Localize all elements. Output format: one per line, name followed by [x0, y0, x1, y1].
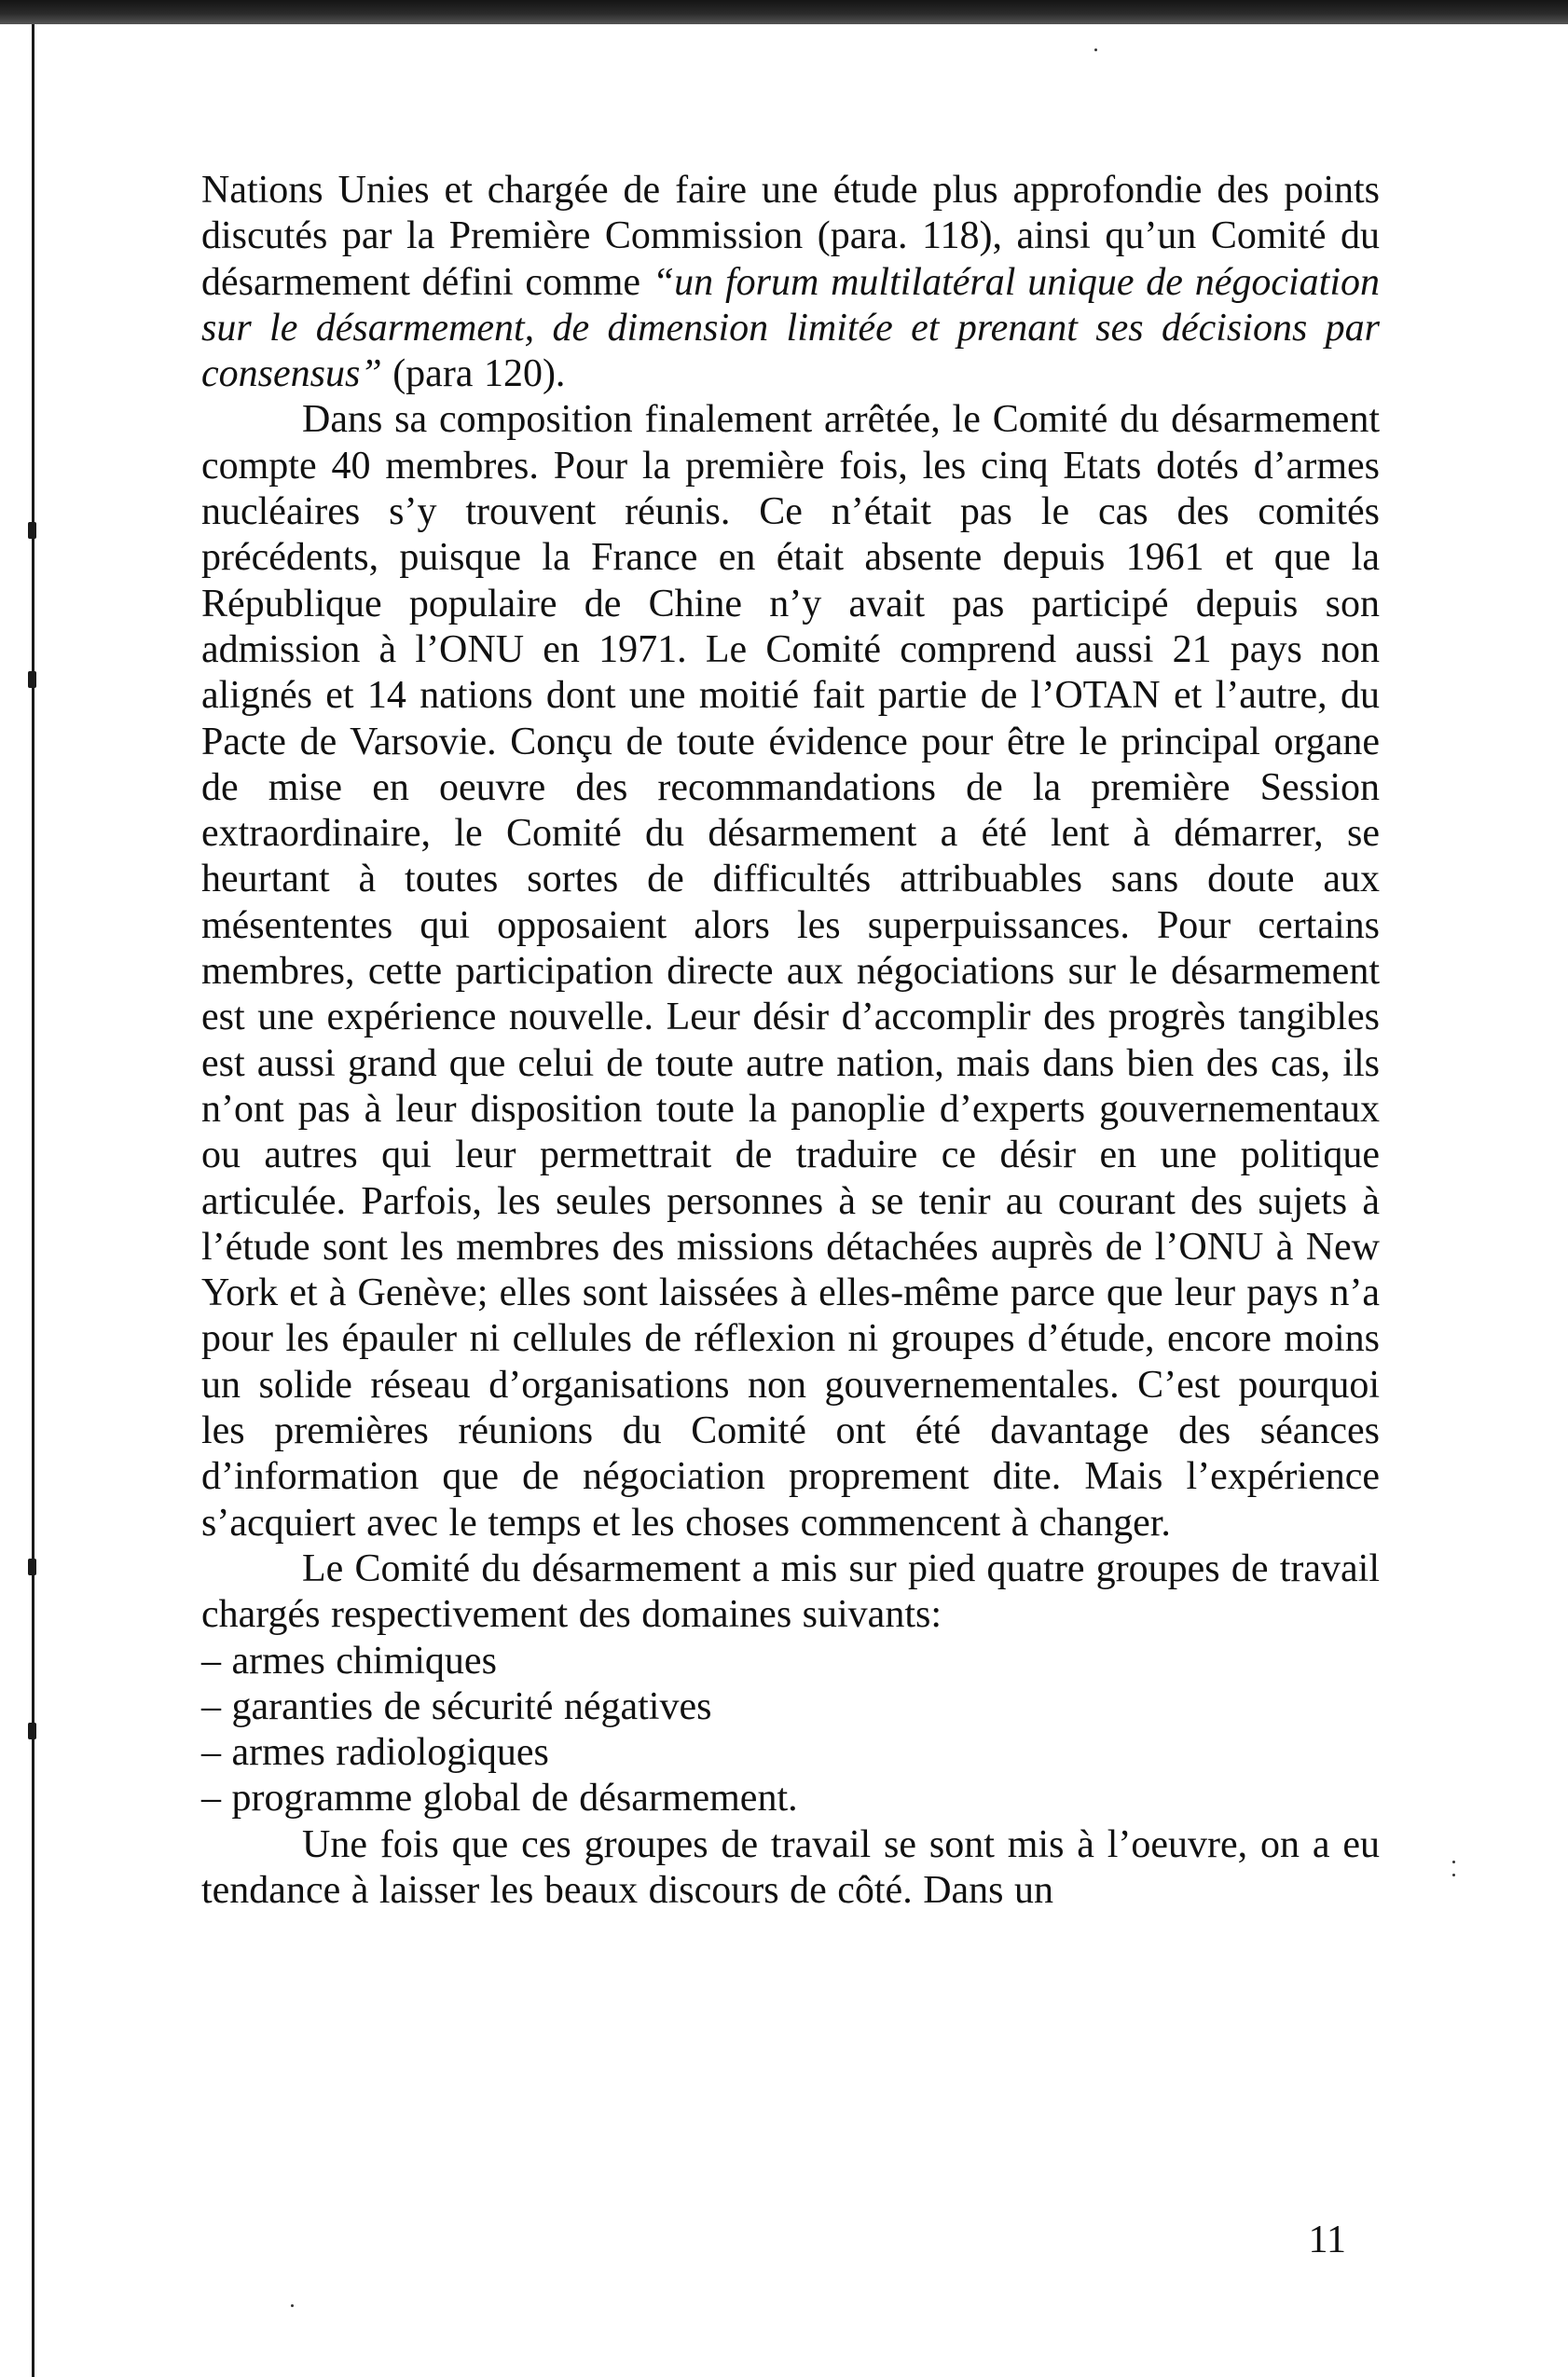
page-number: 11: [1308, 2219, 1346, 2261]
scan-speck: [1094, 48, 1097, 51]
closing-paragraph: Une fois que ces groupes de travail se sont mis à l’oeuvre, on a eu tendance à laisser les beaux discours de côté. Dans un: [201, 1822, 1380, 1912]
scan-speck: [1452, 1874, 1455, 1876]
list-item: – programme global de désarmement.: [201, 1777, 798, 1821]
paragraph-3: Le Comité du désarmement a mis sur pied quatre groupes de travail chargés respectivement des domaines suivants:: [201, 1546, 1380, 1637]
document-body: [201, 168, 1380, 1914]
scan-speck: [291, 2304, 294, 2307]
paragraph-1-lead: Nations Unies et chargée de faire une étude plus approfondie des points discutés par la Première Commission (para. 118), ainsi qu’un Comité du désarmement défini comme: [201, 169, 1380, 304]
paragraph-1: [201, 168, 1380, 397]
scan-speck: [1452, 1861, 1455, 1863]
paragraph-1-tail: (para 120).: [381, 352, 566, 396]
scan-left-rule: [32, 24, 34, 2377]
margin-tick: [28, 522, 36, 539]
list-item: – garanties de sécurité négatives: [201, 1684, 712, 1728]
list-item: – armes chimiques: [201, 1639, 497, 1683]
margin-tick: [28, 671, 36, 688]
margin-tick: [28, 1559, 36, 1575]
margin-tick: [28, 1723, 36, 1739]
paragraph-2: Dans sa composition finalement arrêtée, le Comité du désarmement compte 40 membres. Pour la première fois, les cinq Etats dotés d’armes nucléaires s’y trouvent réunis. Ce n’était pas le cas des comités précédents, puisque la France en était absente depuis 1961 et que la République populaire de Chine n’y avait pas participé depuis son admission à l’ONU en 1971. Le Comité comprend aussi 21 pays non alignés et 14 nations dont une moitié fait partie de l’OTAN et l’autre, du Pacte de Varsovie. Conçu de toute évidence pour être le principal organe de mise en oeuvre des recommandations de la première Session extraordinaire, le Comité du désarmement a été lent à démarrer, se heurtant à toutes sortes de difficultés attribuables sans doute aux mésententes qui opposaient alors les superpuissances. Pour certains membres, cette participation directe aux négociations sur le désarmement est une expérience nouvelle. Leur désir d’accomplir des progrès tangibles est aussi grand que celui de toute autre nation, mais dans bien des cas, ils n’ont pas à leur disposition toute la panoplie d’experts gouvernementaux ou autres qui leur permettrait de traduire ce désir en une politique articulée. Parfois, les seules personnes à se tenir au courant des sujets à l’étude sont les membres des missions détachées auprès de l’ONU à New York et à Genève; elles sont laissées à elles-même parce que leur pays n’a pour les épauler ni cellules de réflexion ni groupes d’étude, encore moins un solide réseau d’organisations non gouvernementales. C’est pourquoi les premières réunions du Comité ont été davantage des séances d’information que de négociation proprement dite. Mais l’expérience s’acquiert avec le temps et les choses commencent à changer.: [201, 398, 1380, 1545]
scan-top-edge: [0, 0, 1568, 24]
list-item: – armes radiologiques: [201, 1731, 549, 1775]
quoted-definition: “un forum multilatéral unique de négociation sur le désarmement, de dimension limitée et prenant ses décisions par consensus”: [201, 260, 1380, 396]
